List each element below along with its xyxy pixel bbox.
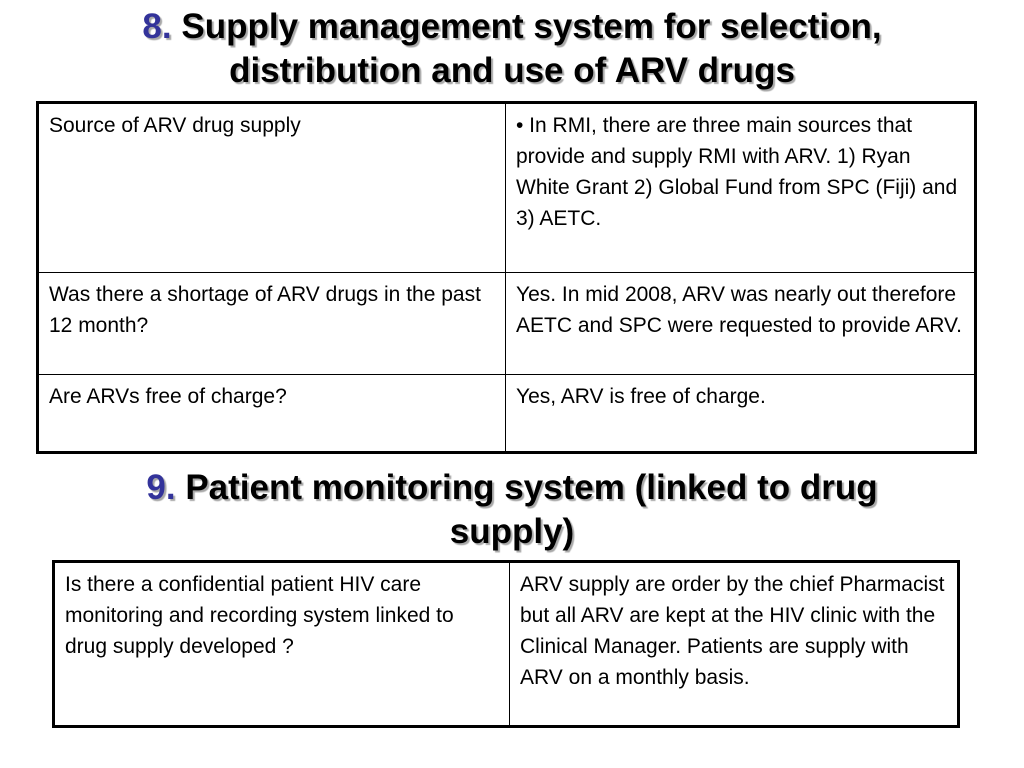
- section-8-number: 8.: [142, 7, 172, 46]
- patient-monitoring-table: [52, 560, 960, 728]
- section-9-heading: [0, 466, 1024, 554]
- table-row: [38, 103, 976, 273]
- question-cell: Is there a confidential patient HIV care monitoring and recording system linked to drug supply developed ?: [54, 562, 510, 727]
- table-row: [38, 375, 976, 453]
- question-cell: Are ARVs free of charge?: [38, 375, 506, 453]
- answer-cell: Yes. In mid 2008, ARV was nearly out therefore AETC and SPC were requested to provide ARV.: [506, 273, 976, 375]
- section-8-heading: [0, 5, 1024, 93]
- section-8-title-line1: Supply management system for selection,: [181, 7, 882, 46]
- section-8-title-line2: distribution and use of ARV drugs: [229, 51, 795, 90]
- section-9-title-line1: Patient monitoring system (linked to drug: [185, 468, 878, 507]
- question-cell: Source of ARV drug supply: [38, 103, 506, 273]
- answer-cell: ARV supply are order by the chief Pharmacist but all ARV are kept at the HIV clinic with the Clinical Manager. Patients are supply with ARV on a monthly basis.: [510, 562, 959, 727]
- answer-cell: Yes, ARV is free of charge.: [506, 375, 976, 453]
- question-cell: Was there a shortage of ARV drugs in the past 12 month?: [38, 273, 506, 375]
- section-9-title-line2: supply): [449, 512, 575, 551]
- supply-management-table: [36, 101, 977, 454]
- table-row: [54, 562, 959, 727]
- answer-cell: • In RMI, there are three main sources that provide and supply RMI with ARV. 1) Ryan White Grant 2) Global Fund from SPC (Fiji) and 3) AETC.: [506, 103, 976, 273]
- table-row: [38, 273, 976, 375]
- section-9-number: 9.: [146, 468, 176, 507]
